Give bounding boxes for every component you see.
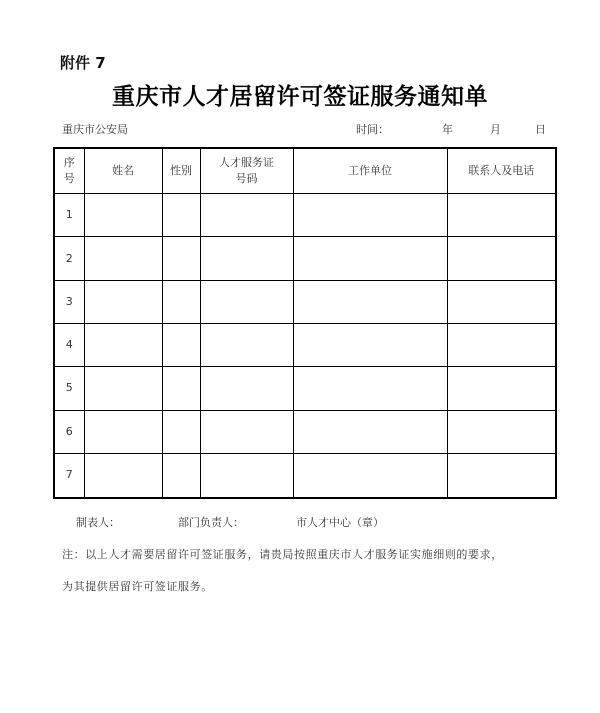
contact-cell[interactable] xyxy=(447,323,556,366)
maker-label: 制表人： xyxy=(76,516,120,529)
gender-cell[interactable] xyxy=(162,367,200,410)
name-cell[interactable] xyxy=(84,323,162,366)
table-row xyxy=(54,367,556,410)
table-row xyxy=(54,453,556,498)
name-cell[interactable] xyxy=(84,367,162,410)
cert-number-cell[interactable] xyxy=(200,410,293,453)
table-row xyxy=(54,237,556,280)
gender-cell[interactable] xyxy=(162,323,200,366)
contact-cell[interactable] xyxy=(447,367,556,410)
header-cert-line2: 号码 xyxy=(235,172,258,185)
row-index: 5 xyxy=(54,367,84,410)
table-row xyxy=(54,280,556,323)
time-label: 时间： xyxy=(356,123,389,136)
note-line-2: 为其提供居留许可签证服务。 xyxy=(62,580,213,593)
day-label: 日 xyxy=(535,123,546,136)
header-cert-line1: 人才服务证 xyxy=(219,156,274,170)
gender-cell[interactable] xyxy=(162,453,200,498)
attachment-label: 附件 7 xyxy=(60,54,106,72)
cert-number-cell[interactable] xyxy=(200,237,293,280)
table-row xyxy=(54,194,556,237)
employer-cell[interactable] xyxy=(293,280,447,323)
center-seal-label: 市人才中心（章） xyxy=(296,516,384,529)
gender-cell[interactable] xyxy=(162,410,200,453)
employer-cell[interactable] xyxy=(293,194,447,237)
cert-number-cell[interactable] xyxy=(200,367,293,410)
contact-cell[interactable] xyxy=(447,280,556,323)
notice-table xyxy=(53,147,557,499)
contact-cell[interactable] xyxy=(447,194,556,237)
name-cell[interactable] xyxy=(84,410,162,453)
header-seq-line2: 号 xyxy=(63,172,75,185)
table-row xyxy=(54,410,556,453)
header-seq-line1: 序 xyxy=(63,156,75,170)
contact-cell[interactable] xyxy=(447,453,556,498)
name-cell[interactable] xyxy=(84,453,162,498)
cert-number-cell[interactable] xyxy=(200,453,293,498)
employer-cell[interactable] xyxy=(293,323,447,366)
contact-cell[interactable] xyxy=(447,410,556,453)
row-index: 4 xyxy=(54,323,84,366)
page-title: 重庆市人才居留许可签证服务通知单 xyxy=(112,83,488,110)
note-line-1: 注：以上人才需要居留许可签证服务，请贵局按照重庆市人才服务证实施细则的要求， xyxy=(62,548,503,561)
contact-cell[interactable] xyxy=(447,237,556,280)
table-row xyxy=(54,323,556,366)
dept-head-label: 部门负责人： xyxy=(178,516,244,529)
employer-cell[interactable] xyxy=(293,453,447,498)
header-employer: 工作单位 xyxy=(293,148,447,194)
cert-number-cell[interactable] xyxy=(200,280,293,323)
cert-number-cell[interactable] xyxy=(200,194,293,237)
header-gender: 性别 xyxy=(162,148,200,194)
table-header-row xyxy=(54,148,556,194)
header-cert-number xyxy=(200,148,293,194)
row-index: 3 xyxy=(54,280,84,323)
row-index: 7 xyxy=(54,453,84,498)
gender-cell[interactable] xyxy=(162,280,200,323)
row-index: 1 xyxy=(54,194,84,237)
month-label: 月 xyxy=(490,123,501,136)
name-cell[interactable] xyxy=(84,194,162,237)
row-index: 6 xyxy=(54,410,84,453)
year-label: 年 xyxy=(442,123,453,136)
header-name: 姓名 xyxy=(84,148,162,194)
employer-cell[interactable] xyxy=(293,237,447,280)
issuer-label: 重庆市公安局 xyxy=(62,123,128,136)
name-cell[interactable] xyxy=(84,237,162,280)
name-cell[interactable] xyxy=(84,280,162,323)
header-seq xyxy=(54,148,84,194)
gender-cell[interactable] xyxy=(162,194,200,237)
cert-number-cell[interactable] xyxy=(200,323,293,366)
row-index: 2 xyxy=(54,237,84,280)
header-contact: 联系人及电话 xyxy=(447,148,556,194)
employer-cell[interactable] xyxy=(293,410,447,453)
employer-cell[interactable] xyxy=(293,367,447,410)
gender-cell[interactable] xyxy=(162,237,200,280)
